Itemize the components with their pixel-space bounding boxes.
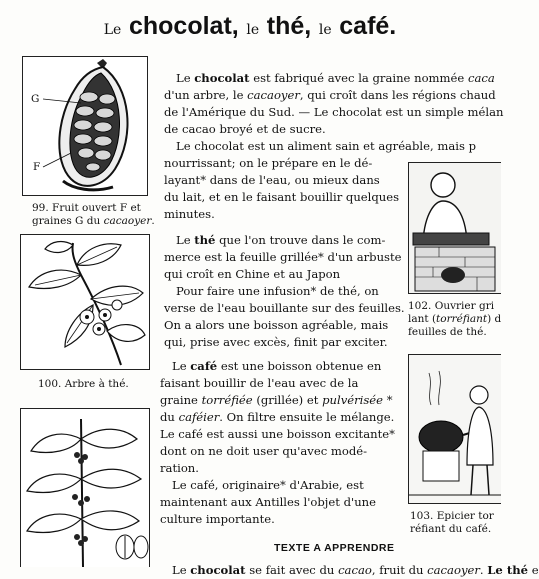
- caption-102: [408, 300, 501, 339]
- paragraph-texte: [172, 562, 539, 579]
- bold-term: thé: [194, 233, 216, 247]
- italic-term: torréfiée: [201, 393, 253, 407]
- text-line: qui croît en Chine et au Japon: [164, 267, 341, 281]
- text: (grillée) et: [252, 393, 323, 407]
- bold-term: Le thé: [487, 563, 529, 577]
- text: est fabriqué avec la graine nommée: [249, 71, 468, 85]
- text: graine: [160, 393, 202, 407]
- text: d'un arbre, le: [164, 88, 248, 102]
- text-line: On a alors une boisson agréable, mais: [164, 318, 389, 332]
- figure-coffee-plant: [20, 408, 150, 567]
- italic-term: caca: [467, 71, 495, 85]
- text-line: [172, 562, 539, 579]
- italic-term: caféier: [178, 410, 220, 424]
- text-line: Le café est aussi une boisson excitante*: [160, 427, 395, 441]
- text-line: dont on ne doit user qu'avec modé-: [160, 444, 368, 458]
- figure-tea-branch: [20, 234, 150, 370]
- text: .: [479, 563, 488, 577]
- page-title: [0, 12, 500, 41]
- text-line: ration.: [160, 461, 199, 475]
- text-line: faisant bouillir de l'eau avec de la: [160, 376, 359, 390]
- text-line: layant* dans de l'eau, ou mieux dans: [164, 173, 380, 187]
- label-f: F: [33, 161, 41, 173]
- caption-line: feuilles de thé.: [408, 326, 487, 338]
- section-heading: TEXTE A APPRENDRE: [274, 542, 395, 554]
- text: Le: [176, 71, 195, 85]
- caption-line: réfiant du café.: [410, 523, 492, 535]
- paragraph-cafe: [160, 358, 395, 528]
- text-line: minutes.: [164, 207, 215, 221]
- caption-text: graines G du: [32, 215, 104, 227]
- caption-line: 102. Ouvrier gri: [408, 300, 495, 312]
- caption-99: [32, 202, 155, 228]
- title-word: le: [318, 22, 332, 38]
- figure-coffee-roaster: [408, 354, 501, 504]
- bold-term: chocolat: [190, 563, 246, 577]
- caption-text: .: [151, 215, 155, 227]
- title-word: chocolat,: [128, 12, 239, 40]
- paragraph-chocolat: [164, 70, 504, 223]
- text: se fait avec du: [245, 563, 339, 577]
- text: , fruit du: [371, 563, 428, 577]
- text-line: maintenant aux Antilles l'objet d'une: [160, 495, 377, 509]
- text: du: [160, 410, 179, 424]
- text: Le: [176, 233, 195, 247]
- text: Le: [172, 563, 191, 577]
- caption-text: lant (: [408, 313, 437, 325]
- text-line: de l'Amérique du Sud. — Le chocolat est un simple mélan: [164, 105, 504, 119]
- text: est une boisson obtenue en: [217, 359, 382, 373]
- text-line: [160, 358, 395, 375]
- text: . On filtre ensuite le mélange.: [219, 410, 395, 424]
- figure-cacao-pod: [22, 56, 148, 196]
- italic-term: cacaoyer: [247, 88, 300, 102]
- label-g: G: [31, 93, 40, 105]
- text-line: qui, prise avec excès, finit par exciter.: [164, 335, 388, 349]
- italic-term: pulvérisée: [322, 393, 384, 407]
- text: que l'on trouve dans le com-: [215, 233, 386, 247]
- text: Le: [172, 359, 191, 373]
- text-line: [164, 232, 405, 249]
- title-word: le: [246, 22, 260, 38]
- text-line: Le chocolat est un aliment sain et agréable, mais p: [176, 139, 476, 153]
- tea-branch-illustration: [21, 235, 149, 369]
- text-line: Le café, originaire* d'Arabie, est: [172, 478, 364, 492]
- title-word: thé,: [266, 12, 312, 40]
- text-line: verse de l'eau bouillante sur des feuilles.: [164, 301, 405, 315]
- caption-italic: cacaoyer: [103, 215, 152, 227]
- caption-100: 100. Arbre à thé.: [38, 378, 129, 390]
- caption-line: [408, 313, 501, 326]
- title-word: Le: [103, 22, 122, 38]
- italic-term: cacao: [338, 563, 372, 577]
- caption-line: 99. Fruit ouvert F et: [32, 202, 141, 214]
- text-line: [160, 409, 395, 426]
- text-line: culture importante.: [160, 512, 275, 526]
- text-line: de cacao broyé et de sucre.: [164, 122, 326, 136]
- coffee-plant-illustration: [21, 409, 149, 567]
- text: *: [383, 393, 393, 407]
- text-line: Pour faire une infusion* de thé, on: [176, 284, 379, 298]
- bold-term: café: [190, 359, 218, 373]
- paragraph-the: [164, 232, 405, 351]
- text-line: du lait, et en le faisant bouillir quelques: [164, 190, 400, 204]
- caption-italic: torréfiant: [436, 313, 488, 325]
- text-line: merce est la feuille grillée* d'un arbuste: [164, 250, 402, 264]
- caption-text: ) d: [487, 313, 502, 325]
- text-line: nourrissant; on le prépare en le dé-: [164, 156, 373, 170]
- text-line: [164, 70, 504, 87]
- coffee-roaster-illustration: [409, 355, 501, 503]
- text: e: [528, 563, 539, 577]
- text-line: [164, 87, 504, 104]
- text-line: [160, 392, 395, 409]
- caption-103: [410, 510, 494, 536]
- italic-term: cacaoyer: [427, 563, 480, 577]
- cacao-pod-illustration: [23, 57, 147, 195]
- text: , qui croît dans les régions chaud: [299, 88, 496, 102]
- caption-line: [32, 215, 155, 228]
- caption-line: 103. Epicier tor: [410, 510, 494, 522]
- title-word: café.: [339, 12, 397, 40]
- bold-term: chocolat: [194, 71, 250, 85]
